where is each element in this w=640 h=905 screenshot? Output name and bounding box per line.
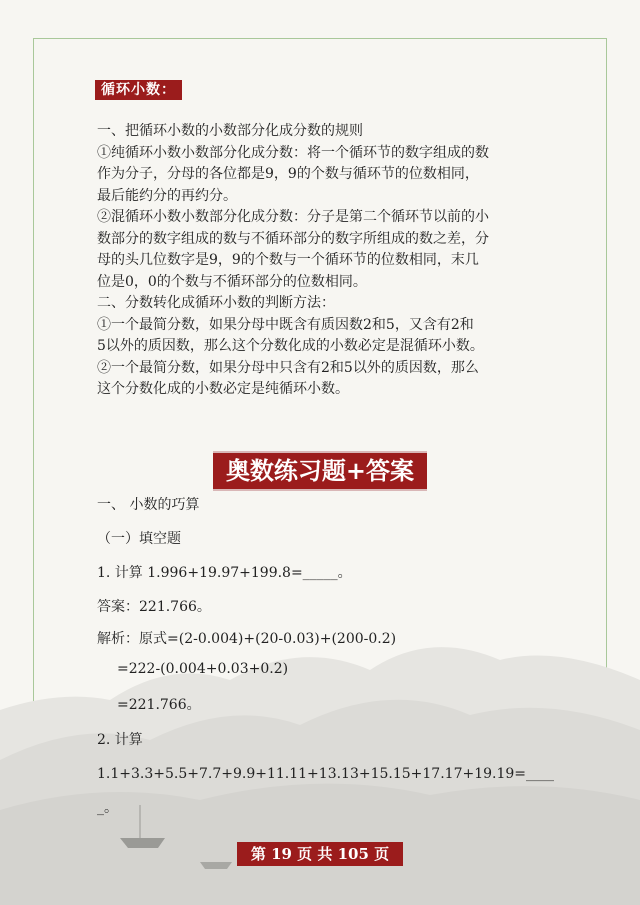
question-1: 1. 计算 1.996+19.97+199.8=_____。 [97, 565, 352, 581]
section-tag-recurring-decimals: 循环小数： [95, 80, 182, 100]
subsection-heading: （一）填空题 [97, 531, 181, 547]
rules-line: 二、分数转化成循环小数的判断方法： [97, 295, 335, 311]
solution-1-line-2: =222-(0.004+0.03+0.2) [117, 661, 289, 677]
rules-line: 一、把循环小数的小数部分化成分数的规则 [97, 123, 363, 139]
rules-line: 最后能约分的再约分。 [97, 187, 237, 204]
exercise-title: 奥数练习题+答案 [213, 451, 427, 491]
rules-line: ②混循环小数小数部分化成分数：分子是第二个循环节以前的小 [97, 209, 489, 225]
rules-text [97, 121, 552, 401]
question-2-expression: 1.1+3.3+5.5+7.7+9.9+11.11+13.13+15.15+17.17+19.19=____ [97, 766, 555, 782]
rules-line: ②一个最简分数，如果分母中只含有2和5以外的质因数，那么 [97, 359, 479, 376]
page-number: 第 19 页 共 105 页 [237, 842, 403, 866]
solution-1-line-1: 解析：原式=(2-0.004)+(20-0.03)+(200-0.2) [97, 631, 397, 647]
rules-line: 5以外的质因数，那么这个分数化成的小数必定是混循环小数。 [97, 338, 484, 354]
rules-line: 这个分数化成的小数必定是纯循环小数。 [97, 381, 349, 397]
rules-line: ①一个最简分数，如果分母中既含有质因数2和5，又含有2和 [97, 316, 474, 333]
question-2-label: 2. 计算 [97, 732, 143, 748]
solution-1-line-3: =221.766。 [117, 697, 201, 713]
rules-line: 数部分的数字组成的数与不循环部分的数字所组成的数之差，分 [97, 230, 489, 247]
answer-1: 答案：221.766。 [97, 599, 211, 615]
section-heading: 一、 小数的巧算 [97, 497, 200, 513]
rules-line: 作为分子，分母的各位都是9，9的个数与循环节的位数相同， [97, 166, 479, 182]
rules-line: 位是0，0的个数与不循环部分的位数相同。 [97, 273, 367, 290]
rules-line: ①纯循环小数小数部分化成分数：将一个循环节的数字组成的数 [97, 144, 489, 161]
question-2-expression-cont: _。 [97, 800, 118, 816]
rules-line: 母的头几位数字是9，9的个数与一个循环节的位数相同，末几 [97, 252, 479, 268]
